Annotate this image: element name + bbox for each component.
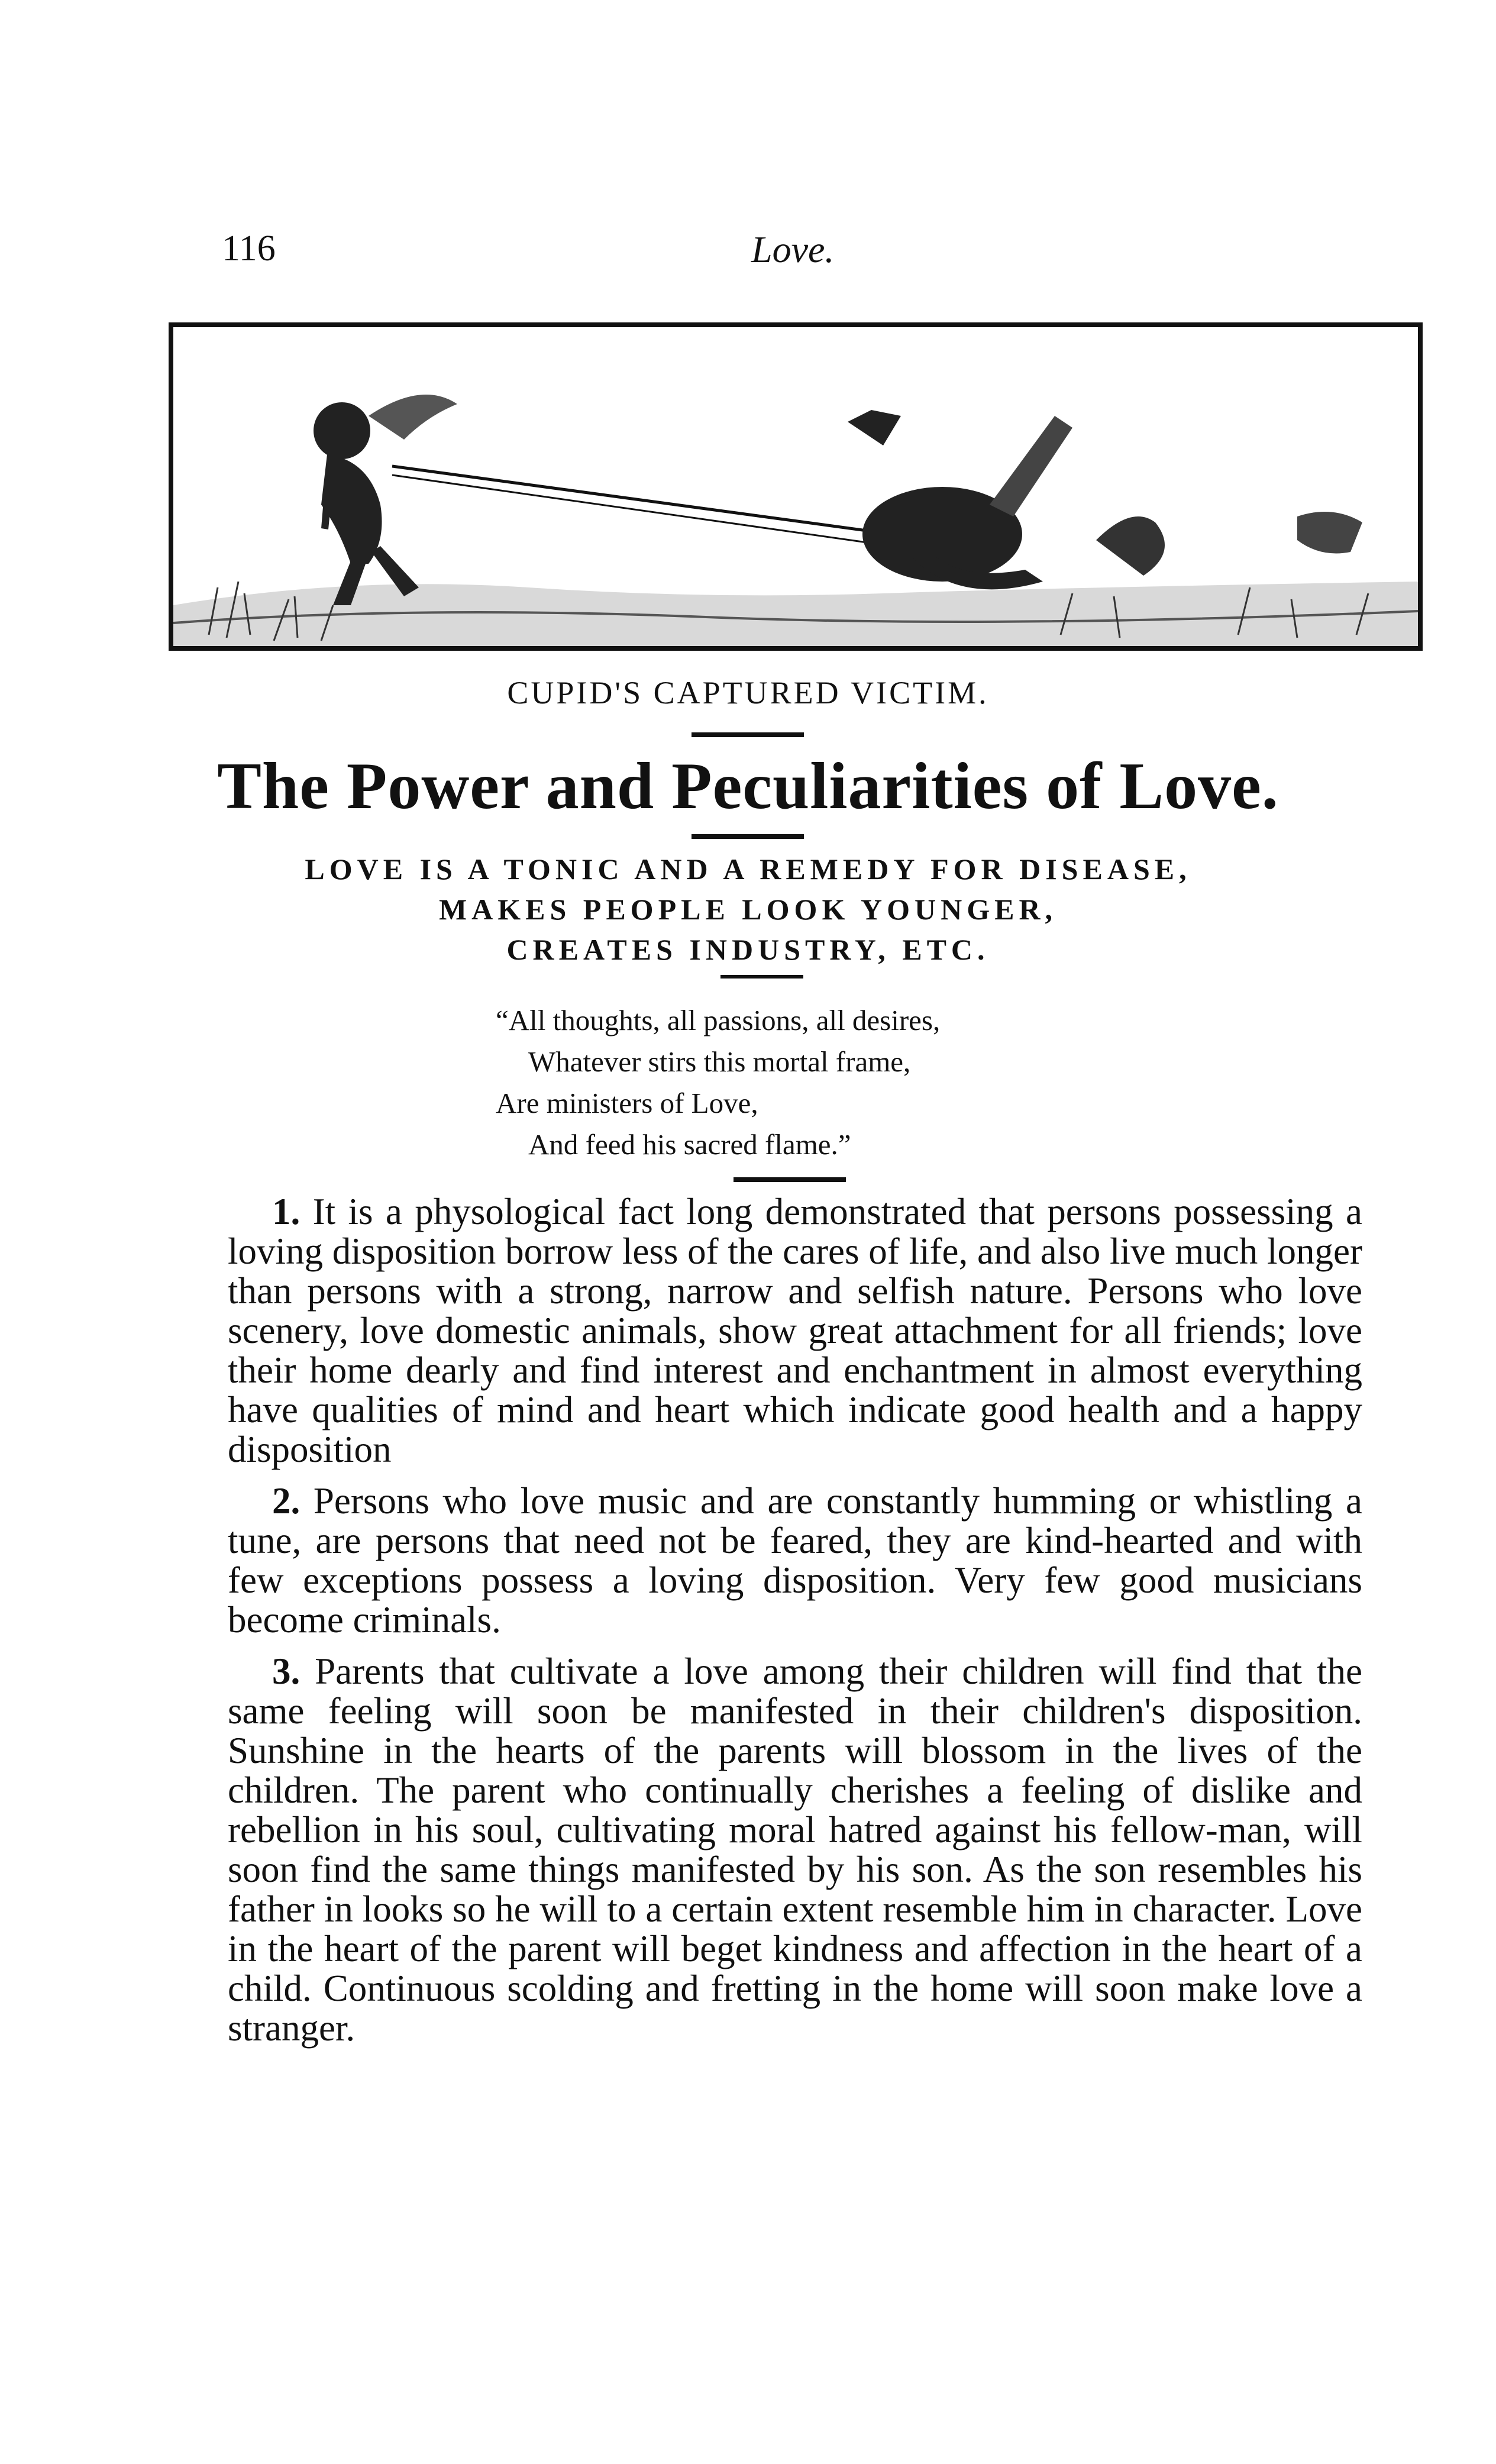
subtitle-line: CREATES INDUSTRY, ETC. bbox=[506, 933, 990, 966]
page-number: 116 bbox=[222, 228, 276, 269]
running-header bbox=[0, 228, 1496, 275]
running-title: Love. bbox=[751, 228, 835, 270]
poem-line: “All thoughts, all passions, all desires, bbox=[496, 1004, 941, 1036]
poem-line: Are ministers of Love, bbox=[496, 1087, 758, 1119]
chapter-title: The Power and Peculiarities of Love. bbox=[217, 750, 1279, 823]
divider bbox=[734, 1177, 846, 1182]
illustration-caption: CUPID'S CAPTURED VICTIM. bbox=[507, 675, 989, 711]
paragraph-number: 2. bbox=[272, 1480, 301, 1522]
paragraph-text: Parents that cultivate a love among their children will find that the same feeling will soon be manifested in their children's disposition. Sunshine in the hearts of the parents will blossom in the lives of the children. The parent who continually cherishes a feeling of dislike and rebellion in his soul, cultivating moral hatred against his fellow-man, will soon find the same things manifested by his son. As the son resembles his father in looks so he will to a certain extent resemble him in character. Love in the heart of the parent will beget kindness and affection in the heart of a child. Continuous scolding and fretting in the home will soon make love a stranger. bbox=[228, 1651, 1363, 2049]
paragraph-number: 1. bbox=[272, 1191, 301, 1232]
paragraph-text: It is a physological fact long demonstrated that persons possessing a loving disposition borrow less of the cares of life, and also live much longer than persons with a strong, narrow and selfish nature. Persons who love scenery, love domestic animals, show great attachment for all friends; love their home dearly and find interest and enchantment in almost everything have qualities of mind and heart which indicate good health and a happy disposition bbox=[228, 1191, 1362, 1470]
poem-line: Whatever stirs this mortal frame, bbox=[528, 1045, 911, 1078]
paragraph bbox=[228, 1481, 1362, 1640]
epigraph-poem bbox=[496, 1000, 940, 1165]
paragraph bbox=[228, 1192, 1362, 1470]
paragraph-text: Persons who love music and are constantly humming or whistling a tune, are persons that need not be feared, they are kind-hearted and with few exceptions possess a loving disposition. Very few good musicians become criminals. bbox=[228, 1480, 1363, 1640]
subtitle bbox=[0, 849, 1496, 970]
paragraph bbox=[228, 1652, 1362, 2048]
divider bbox=[692, 834, 804, 839]
subtitle-line: LOVE IS A TONIC AND A REMEDY FOR DISEASE, bbox=[305, 852, 1191, 886]
paragraph-number: 3. bbox=[272, 1651, 301, 1692]
body-text bbox=[228, 1192, 1362, 2060]
cupid-engraving-icon bbox=[173, 327, 1418, 646]
subtitle-line: MAKES PEOPLE LOOK YOUNGER, bbox=[438, 893, 1058, 926]
divider bbox=[720, 975, 803, 979]
poem-line: And feed his sacred flame.” bbox=[528, 1128, 851, 1161]
divider bbox=[692, 732, 804, 737]
cupid-illustration bbox=[169, 322, 1423, 651]
